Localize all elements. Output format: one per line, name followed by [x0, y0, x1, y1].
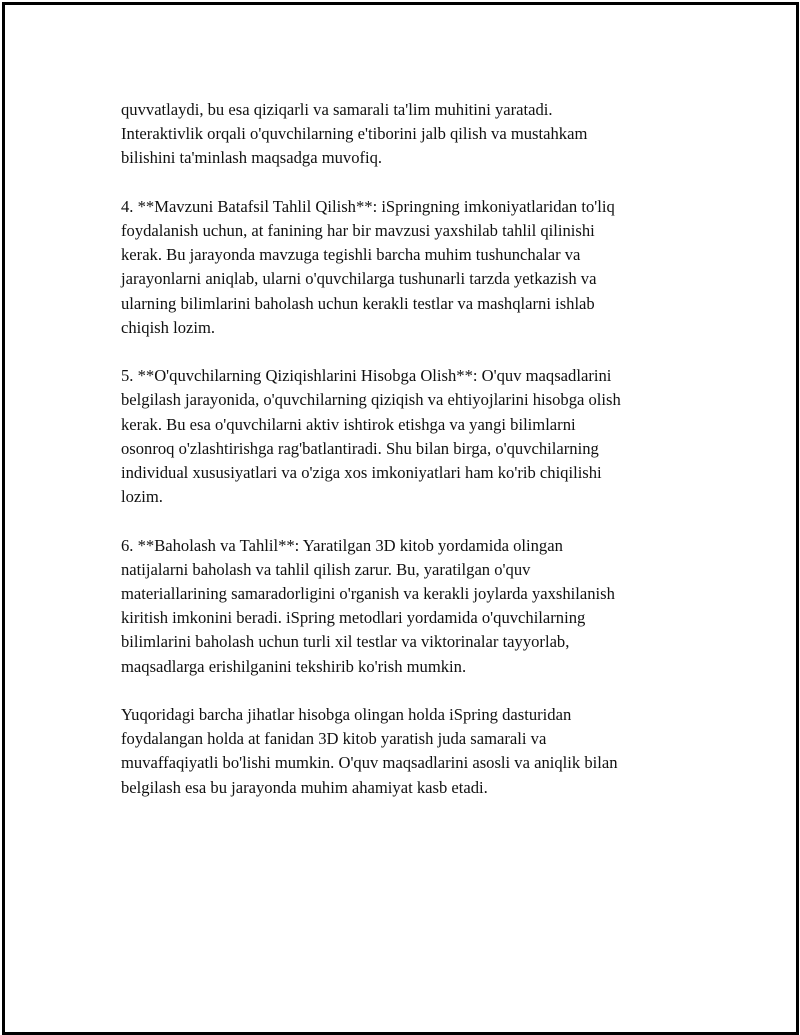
document-body — [121, 98, 691, 824]
text-line: jarayonlarni aniqlab, ularni o'quvchilarga tushunarli tarzda yetkazish va — [121, 269, 597, 289]
text-line: 5. **O'quvchilarning Qiziqishlarini Hisobga Olish**: O'quv maqsadlarini — [121, 366, 612, 386]
text-line: kerak. Bu esa o'quvchilarni aktiv ishtirok etishga va yangi bilimlarni — [121, 414, 576, 434]
text-line: quvvatlaydi, bu esa qiziqarli va samarali ta'lim muhitini yaratadi. — [121, 100, 553, 119]
text-line: kiritish imkonini beradi. iSpring metodlari yordamida o'quvchilarning — [121, 608, 586, 628]
text-line: chiqish lozim. — [121, 317, 216, 337]
text-line: muvaffaqiyatli bo'lishi mumkin. O'quv maqsadlarini asosli va aniqlik bilan — [121, 753, 618, 773]
text-line: bilimlarini baholash uchun turli xil testlar va viktorinalar tayyorlab, — [121, 632, 570, 652]
text-line: ularning bilimlarini baholash uchun kerakli testlar va mashqlarni ishlab — [121, 293, 595, 313]
text-line: foydalanish uchun, at fanining har bir mavzusi yaxshilab tahlil qilinishi — [121, 221, 595, 240]
text-line: lozim. — [121, 487, 163, 507]
text-line: belgilash jarayonida, o'quvchilarning qiziqish va ehtiyojlarini hisobga olish — [121, 390, 621, 410]
text-line: individual xususiyatlari va o'ziga xos imkoniyatlari ham ko'rib chiqilishi — [121, 463, 602, 483]
text-line: natijalarni baholash va tahlil qilish zarur. Bu, yaratilgan o'quv — [121, 559, 531, 579]
text-line: 4. **Mavzuni Batafsil Tahlil Qilish**: iSpringning imkoniyatlaridan to'liq — [121, 196, 615, 216]
paragraph-conclusion — [121, 703, 691, 800]
paragraph-item-5 — [121, 364, 691, 509]
paragraph-intro-continuation — [121, 98, 691, 171]
text-line: belgilash esa bu jarayonda muhim ahamiyat kasb etadi. — [121, 777, 488, 797]
text-line: 6. **Baholash va Tahlil**: Yaratilgan 3D kitob yordamida olingan — [121, 535, 563, 555]
text-line: materiallarining samaradorligini o'rganish va kerakli joylarda yaxshilanish — [121, 584, 615, 604]
paragraph-item-4 — [121, 195, 691, 340]
text-line: maqsadlarga erishilganini tekshirib ko'rish mumkin. — [121, 656, 467, 676]
text-line: Yuqoridagi barcha jihatlar hisobga olingan holda iSpring dasturidan — [121, 705, 572, 725]
paragraph-item-6 — [121, 534, 691, 679]
text-line: foydalangan holda at fanidan 3D kitob yaratish juda samarali va — [121, 729, 547, 749]
text-line: osonroq o'zlashtirishga rag'batlantiradi. Shu bilan birga, o'quvchilarning — [121, 438, 599, 458]
page-frame — [2, 2, 799, 1035]
text-line: bilishini ta'minlash maqsadga muvofiq. — [121, 148, 383, 168]
text-line: Interaktivlik orqali o'quvchilarning e'tiborini jalb qilish va mustahkam — [121, 124, 588, 144]
text-line: kerak. Bu jarayonda mavzuga tegishli barcha muhim tushunchalar va — [121, 245, 581, 265]
